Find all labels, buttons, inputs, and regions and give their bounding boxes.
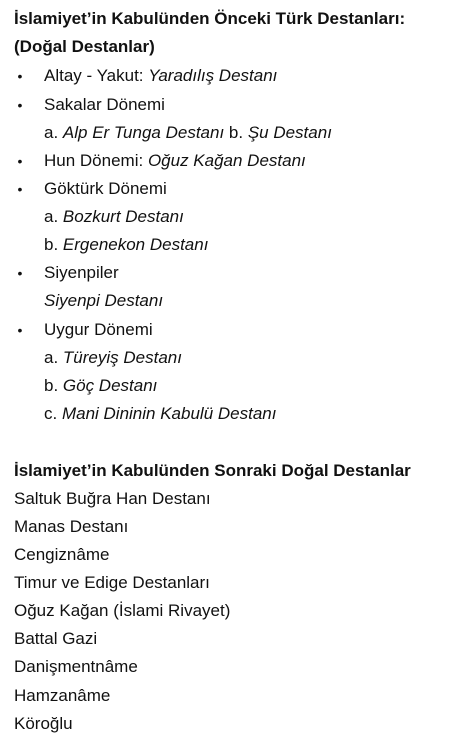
- bullet-icon: •: [17, 265, 23, 281]
- sub-prefix: b.: [44, 376, 63, 395]
- epic-name: Battal Gazi: [14, 629, 98, 648]
- epic-name: Oğuz Kağan Destanı: [147, 151, 306, 170]
- bullet-icon: •: [17, 153, 23, 169]
- bullet-icon: •: [17, 322, 23, 338]
- epic-name: Yaradılış Destanı: [148, 66, 278, 85]
- item-label: Sakalar Dönemi: [44, 95, 165, 114]
- sub-prefix: b.: [224, 123, 248, 142]
- epic-name: Timur ve Edige Destanları: [14, 573, 210, 592]
- epic-name: Şu Destanı: [247, 123, 332, 142]
- epic-name: Oğuz Kağan (İslami Rivayet): [14, 601, 231, 620]
- epic-name: Ergenekon Destanı: [62, 235, 209, 254]
- item-label: Uygur Dönemi: [44, 320, 153, 339]
- item-label: Hun Dönemi:: [44, 151, 148, 170]
- sub-prefix: b.: [44, 235, 63, 254]
- bullet-icon: •: [17, 68, 23, 84]
- bullet-icon: •: [17, 97, 23, 113]
- sub-prefix: a.: [44, 207, 63, 226]
- sub-prefix: a.: [44, 123, 63, 142]
- epic-name: Türeyiş Destanı: [62, 348, 182, 367]
- epic-name: Alp Er Tunga Destanı: [62, 123, 225, 142]
- epic-name: Köroğlu: [14, 714, 73, 733]
- epic-name: Göç Destanı: [62, 376, 158, 395]
- epic-name: Danişmentnâme: [14, 657, 138, 676]
- item-label: Siyenpiler: [44, 263, 119, 282]
- sub-prefix: c.: [44, 404, 62, 423]
- epic-name: Bozkurt Destanı: [62, 207, 184, 226]
- epic-name: Siyenpi Destanı: [44, 291, 164, 310]
- section1-title-line1: İslamiyet’in Kabulünden Önceki Türk Destanları:: [14, 9, 406, 28]
- section2-title: İslamiyet’in Kabulünden Sonraki Doğal Destanlar: [14, 461, 411, 480]
- epic-name: Saltuk Buğra Han Destanı: [14, 489, 211, 508]
- sub-prefix: a.: [44, 348, 63, 367]
- bullet-icon: •: [17, 181, 23, 197]
- epic-name: Cengiznâme: [14, 545, 110, 564]
- epic-name: Mani Dininin Kabulü Destanı: [61, 404, 277, 423]
- item-label: Göktürk Dönemi: [44, 179, 167, 198]
- section1-title-line2: (Doğal Destanlar): [14, 37, 155, 56]
- item-label: Altay - Yakut:: [44, 66, 149, 85]
- epic-name: Hamzanâme: [14, 686, 111, 705]
- epic-name: Manas Destanı: [14, 517, 129, 536]
